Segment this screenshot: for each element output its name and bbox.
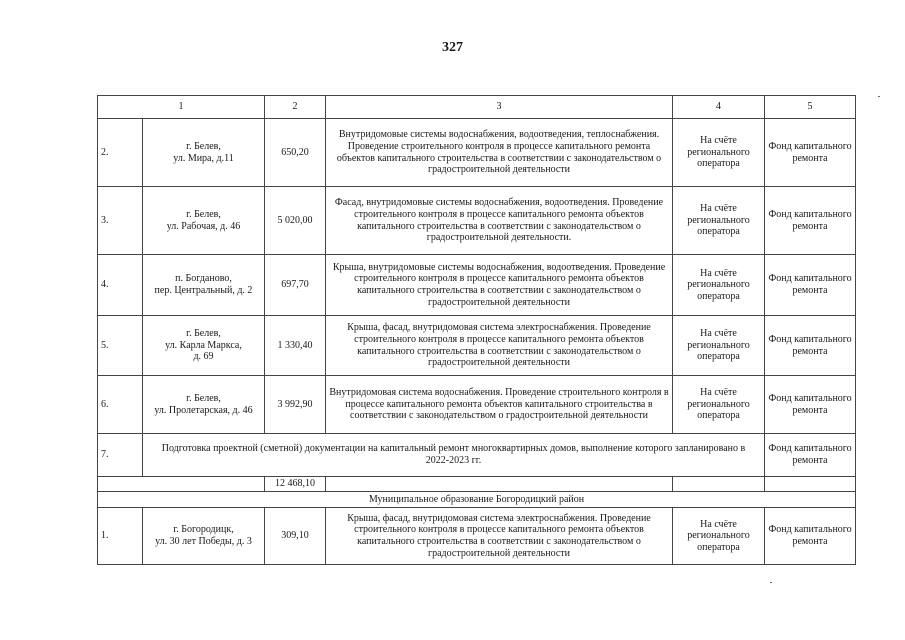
subtotal-label-cell [98, 477, 265, 492]
repair-plan-table [97, 95, 856, 565]
column-number-5: 5 [765, 96, 856, 119]
area-cell: 697,70 [265, 255, 326, 316]
table-row [98, 187, 856, 255]
page-number: 327 [442, 40, 463, 55]
funding-source-cell: Фонд капитального ремонта [765, 255, 856, 316]
address-text: г. Богородицк, ул. 30 лет Победы, д. 3 [155, 524, 252, 547]
municipality-name: Муниципальное образование Богородицкий район [98, 492, 856, 508]
subtotal-empty-cell [326, 477, 673, 492]
scan-speck [878, 96, 880, 97]
area-cell: 1 330,40 [265, 316, 326, 376]
column-number-4: 4 [673, 96, 765, 119]
funding-source-cell: Фонд капитального ремонта [765, 434, 856, 477]
address-text: п. Богданово, пер. Центральный, д. 2 [154, 273, 253, 296]
row-number: 7. [98, 434, 143, 477]
row-number: 3. [98, 187, 143, 255]
column-number-2: 2 [265, 96, 326, 119]
area-cell: 309,10 [265, 508, 326, 565]
area-cell: 650,20 [265, 119, 326, 187]
table-row [98, 434, 856, 477]
executor-cell: На счёте регионального оператора [673, 187, 765, 255]
address-cell [143, 508, 265, 565]
executor-cell: На счёте регионального оператора [673, 508, 765, 565]
area-cell: 5 020,00 [265, 187, 326, 255]
address-text: г. Белев, ул. Мира, д.11 [173, 140, 234, 164]
row-number: 2. [98, 119, 143, 187]
executor-cell: На счёте регионального оператора [673, 316, 765, 376]
funding-source-cell: Фонд капитального ремонта [765, 376, 856, 434]
address-cell [143, 119, 265, 187]
address-cell [143, 316, 265, 376]
work-description-cell: Внутридомовая система водоснабжения. Проведение строительного контроля в процессе капитального ремонта объектов капитального строительства в соответствии с законодательством о градостроительной деятельности [326, 376, 673, 434]
row-number: 5. [98, 316, 143, 376]
column-number-3: 3 [326, 96, 673, 119]
work-description-cell: Крыша, фасад, внутридомовая система электроснабжения. Проведение строительного контроля в процессе капитального ремонта объектов капитального строительства в соответствии с законодательством о градостроительной деятельности [326, 508, 673, 565]
work-description-cell: Крыша, фасад, внутридомовая система электроснабжения. Проведение строительного контроля в процессе капитального ремонта объектов капитального строительства в соответствии с законодательством о градостроительной деятельности [326, 316, 673, 376]
address-text: г. Белев, ул. Карла Маркса, д. 69 [165, 328, 242, 363]
executor-cell: На счёте регионального оператора [673, 119, 765, 187]
table-row [98, 508, 856, 565]
table-row [98, 376, 856, 434]
column-number-header [98, 96, 856, 119]
address-text: г. Белев, ул. Рабочая, д. 46 [166, 208, 241, 232]
area-cell: 3 992,90 [265, 376, 326, 434]
table-row [98, 316, 856, 376]
column-number-1: 1 [98, 96, 265, 119]
funding-source-cell: Фонд капитального ремонта [765, 316, 856, 376]
address-cell [143, 255, 265, 316]
executor-cell: На счёте регионального оператора [673, 376, 765, 434]
executor-cell: На счёте регионального оператора [673, 255, 765, 316]
subtotal-area: 12 468,10 [265, 477, 326, 492]
table-row [98, 255, 856, 316]
address-cell [143, 376, 265, 434]
address-cell [143, 187, 265, 255]
row-number: 4. [98, 255, 143, 316]
work-description-cell: Внутридомовые системы водоснабжения, водоотведения, теплоснабжения. Проведение строительного контроля в процессе капитального ремонта объектов капитального строительства в соответствии с законодательством о градостроительной деятельности [326, 119, 673, 187]
row-number: 6. [98, 376, 143, 434]
subtotal-row [98, 477, 856, 492]
scan-speck [770, 582, 772, 583]
table-row [98, 119, 856, 187]
funding-source-cell: Фонд капитального ремонта [765, 119, 856, 187]
design-documentation-cell: Подготовка проектной (сметной) документации на капитальный ремонт многоквартирных домов, выполнение которого запланировано в 2022-2023 гг. [143, 434, 765, 477]
row-number: 1. [98, 508, 143, 565]
funding-source-cell: Фонд капитального ремонта [765, 187, 856, 255]
municipality-header-row [98, 492, 856, 508]
funding-source-cell: Фонд капитального ремонта [765, 508, 856, 565]
address-text: г. Белев, ул. Пролетарская, д. 46 [154, 392, 253, 416]
subtotal-empty-cell [673, 477, 765, 492]
subtotal-empty-cell [765, 477, 856, 492]
work-description-cell: Фасад, внутридомовые системы водоснабжения, водоотведения. Проведение строительного контроля в процессе капитального ремонта объектов капитального строительства в соответствии с законодательством о градостроительной деятельности. [326, 187, 673, 255]
work-description-cell: Крыша, внутридомовые системы водоснабжения, водоотведения. Проведение строительного контроля в процессе капитального ремонта объектов капитального строительства в соответствии с законодательством о градостроительной деятельности [326, 255, 673, 316]
